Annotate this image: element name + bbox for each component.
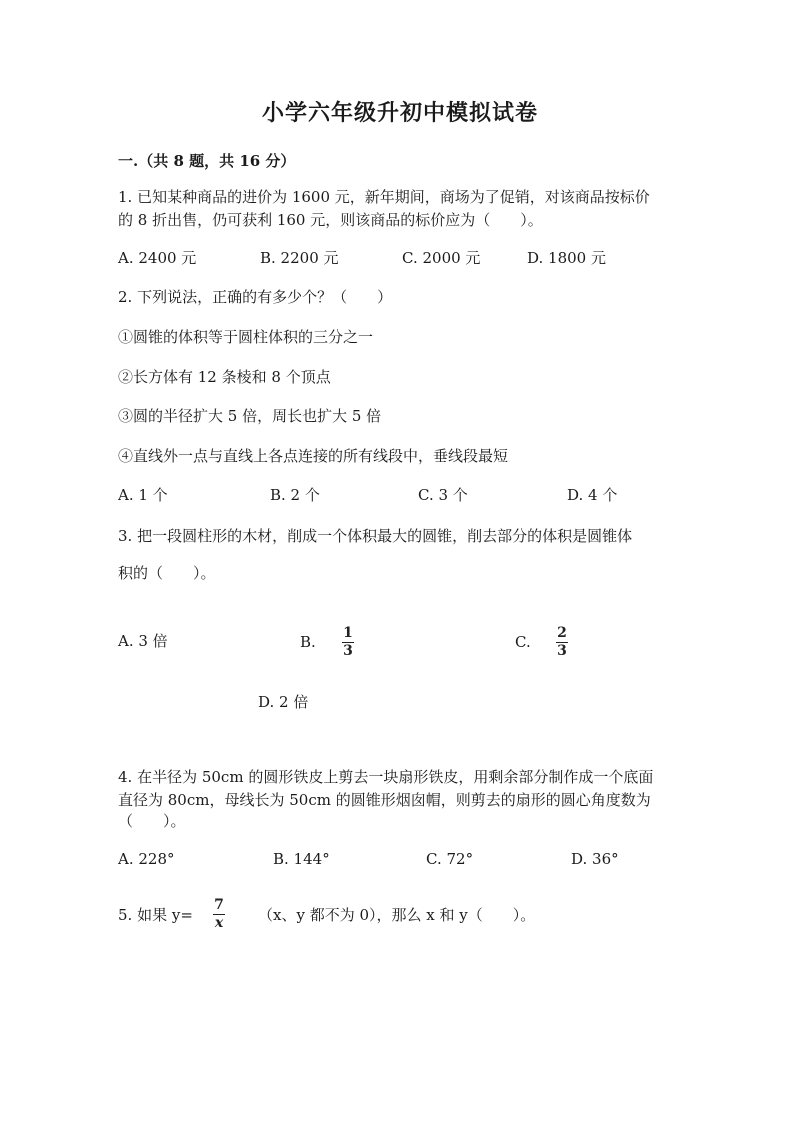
q3-option-d: D. 2 倍	[258, 693, 309, 711]
q2-option-d: D. 4 个	[567, 486, 618, 504]
q3-option-c-fraction	[556, 626, 568, 659]
q5-stem-prefix: 5. 如果 y=	[118, 906, 193, 924]
q2-stem: 2. 下列说法，正确的有多少个？（ ）	[118, 288, 393, 306]
q2-statement-2: ②长方体有 12 条棱和 8 个顶点	[118, 368, 331, 386]
q4-option-d: D. 36°	[571, 850, 619, 868]
q5-fraction	[213, 898, 225, 931]
q4-stem-line2: 直径为 80cm，母线长为 50cm 的圆锥形烟囱帽，则剪去的扇形的圆心角度数为	[118, 791, 651, 809]
page-title: 小学六年级升初中模拟试卷	[261, 100, 538, 126]
fraction-numerator: 2	[557, 625, 567, 641]
fraction-numerator: 1	[343, 625, 353, 641]
fraction-denominator: x	[214, 915, 224, 931]
q5-stem-suffix: （x、y 都不为 0），那么 x 和 y（ ）。	[258, 906, 536, 924]
q2-statement-1: ①圆锥的体积等于圆柱体积的三分之一	[118, 328, 374, 346]
q3-option-b-fraction	[342, 626, 354, 659]
q3-stem-line1: 3. 把一段圆柱形的木材，削成一个体积最大的圆锥，削去部分的体积是圆锥体	[118, 527, 633, 545]
q4-option-c: C. 72°	[426, 850, 474, 868]
q1-option-d: D. 1800 元	[527, 249, 606, 267]
q3-option-c-label: C.	[515, 633, 531, 651]
q1-stem-line1: 1. 已知某种商品的进价为 1600 元，新年期间，商场为了促销，对该商品按标价	[118, 188, 650, 206]
q3-option-b-label: B.	[300, 633, 316, 651]
q3-option-a: A. 3 倍	[118, 632, 168, 650]
q4-option-a: A. 228°	[118, 850, 175, 868]
section-heading: 一.（共 8 题，共 16 分）	[118, 152, 296, 170]
q4-stem-line3: （ ）。	[118, 812, 186, 830]
fraction-denominator: 3	[343, 643, 353, 659]
q2-statement-4: ④直线外一点与直线上各点连接的所有线段中，垂线段最短	[118, 447, 509, 465]
q2-option-c: C. 3 个	[418, 486, 468, 504]
q3-stem-line2: 积的（ ）。	[118, 564, 216, 582]
q1-option-c: C. 2000 元	[402, 249, 481, 267]
q2-option-a: A. 1 个	[118, 486, 168, 504]
q2-option-b: B. 2 个	[270, 486, 320, 504]
q2-statement-3: ③圆的半径扩大 5 倍，周长也扩大 5 倍	[118, 407, 382, 425]
q4-stem-line1: 4. 在半径为 50cm 的圆形铁皮上剪去一块扇形铁皮，用剩余部分制作成一个底面	[118, 768, 654, 786]
q4-option-b: B. 144°	[273, 850, 330, 868]
fraction-numerator: 7	[214, 897, 224, 913]
q1-option-a: A. 2400 元	[118, 249, 197, 267]
fraction-denominator: 3	[557, 643, 567, 659]
q1-stem-line2: 的 8 折出售，仍可获利 160 元，则该商品的标价应为（ ）。	[118, 211, 543, 229]
q1-option-b: B. 2200 元	[260, 249, 339, 267]
